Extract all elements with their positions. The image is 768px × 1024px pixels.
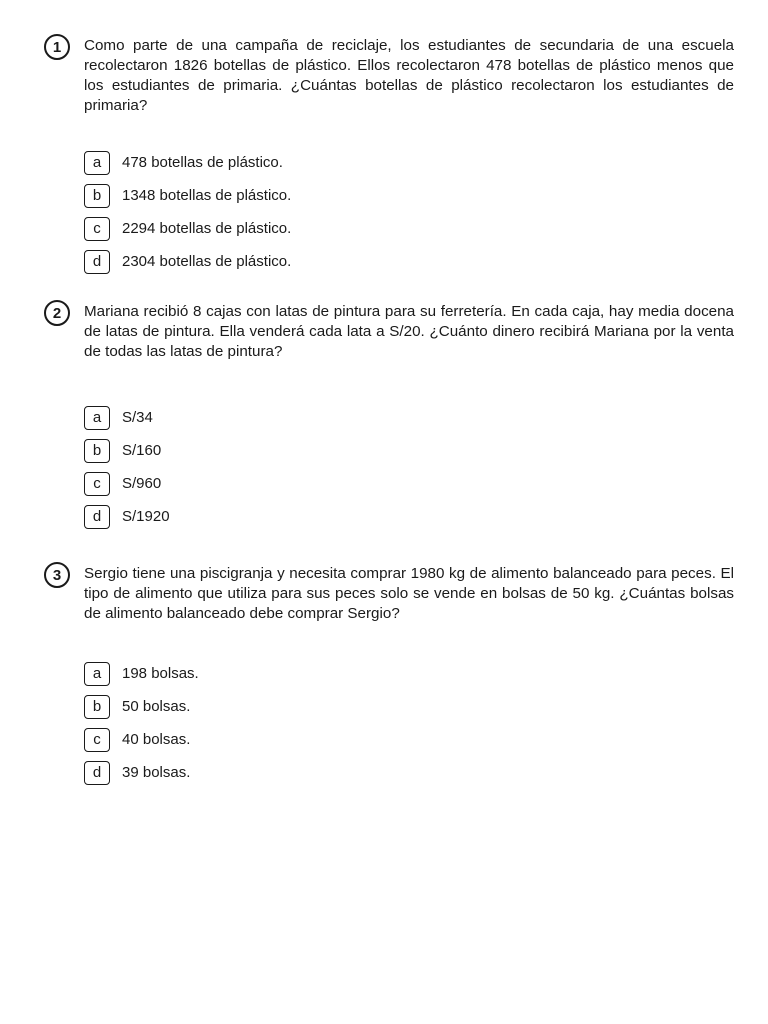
option-c[interactable] (84, 467, 170, 500)
option-letter-box: d (84, 250, 110, 274)
option-text: 2304 botellas de plástico. (122, 253, 292, 270)
question-text: Sergio tiene una piscigranja y necesita comprar 1980 kg de alimento balanceado para peces. El tipo de alimento que utiliza para sus peces solo se vende en bolsas de 50 kg. ¿Cuántas bolsas de alimento balanceado debe comprar Sergio? (84, 565, 734, 622)
question-2 (44, 300, 734, 525)
option-text: 2294 botellas de plástico. (122, 220, 292, 237)
question-number-badge: 3 (44, 562, 70, 588)
option-letter-box: a (84, 662, 110, 686)
question-header (44, 562, 734, 624)
option-text: 50 bolsas. (122, 698, 191, 715)
option-a[interactable] (84, 146, 291, 179)
option-letter-box: c (84, 728, 110, 752)
question-number-badge: 2 (44, 300, 70, 326)
option-text: 478 botellas de plástico. (122, 154, 283, 171)
answer-options (84, 657, 199, 789)
option-letter-box: a (84, 151, 110, 175)
answer-options (84, 401, 170, 533)
option-text: 40 bolsas. (122, 731, 191, 748)
option-text: 198 bolsas. (122, 665, 199, 682)
option-letter-box: c (84, 217, 110, 241)
option-letter-box: d (84, 505, 110, 529)
question-1 (44, 34, 734, 270)
answer-options (84, 146, 291, 278)
option-d[interactable] (84, 245, 291, 278)
option-letter-box: b (84, 695, 110, 719)
question-3 (44, 562, 734, 781)
option-a[interactable] (84, 657, 199, 690)
option-c[interactable] (84, 212, 291, 245)
option-text: S/1920 (122, 508, 170, 525)
option-letter-box: d (84, 761, 110, 785)
question-text: Como parte de una campaña de reciclaje, los estudiantes de secundaria de una escuela recolectaron 1826 botellas de plástico. Ellos recolectaron 478 botellas de plástico menos que los estudiantes de primaria. ¿Cuántas botellas de plástico recolectaron los estudiantes de primaria? (84, 37, 734, 114)
option-letter-box: b (84, 439, 110, 463)
option-letter-box: c (84, 472, 110, 496)
question-text: Mariana recibió 8 cajas con latas de pintura para su ferretería. En cada caja, hay media docena de latas de pintura. Ella venderá cada lata a S/20. ¿Cuánto dinero recibirá Mariana por la venta de todas las latas de pintura? (84, 303, 734, 360)
option-text: S/34 (122, 409, 153, 426)
option-letter-box: a (84, 406, 110, 430)
option-d[interactable] (84, 500, 170, 533)
option-text: 1348 botellas de plástico. (122, 187, 292, 204)
question-header (44, 34, 734, 116)
option-a[interactable] (84, 401, 170, 434)
option-c[interactable] (84, 723, 199, 756)
option-text: 39 bolsas. (122, 764, 191, 781)
option-text: S/960 (122, 475, 162, 492)
option-b[interactable] (84, 690, 199, 723)
option-b[interactable] (84, 434, 170, 467)
question-number-badge: 1 (44, 34, 70, 60)
option-d[interactable] (84, 756, 199, 789)
option-letter-box: b (84, 184, 110, 208)
option-text: S/160 (122, 442, 162, 459)
question-header (44, 300, 734, 362)
option-b[interactable] (84, 179, 291, 212)
